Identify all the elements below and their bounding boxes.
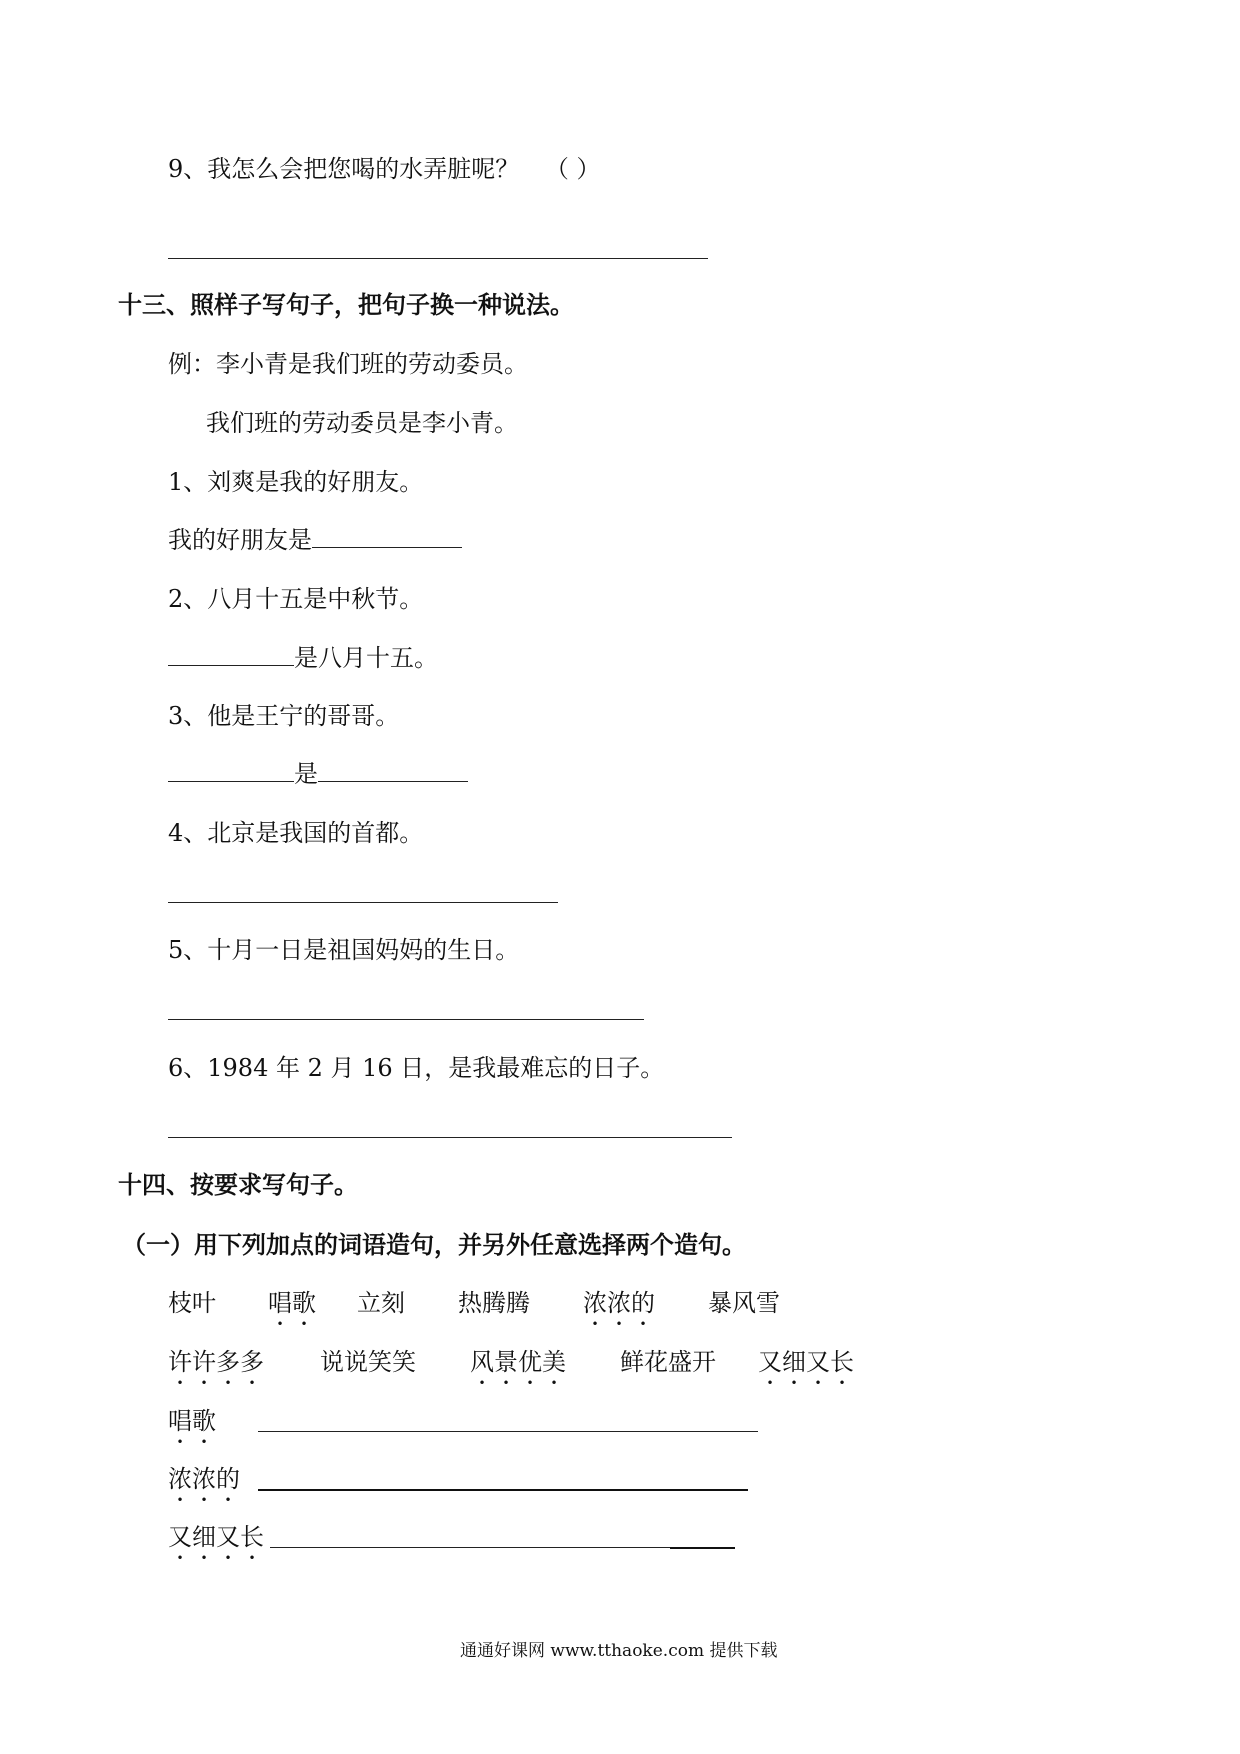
item2-answer [168,643,438,673]
word-zhiye: 枝叶 [168,1289,216,1317]
sentence-line-changge[interactable] [258,1431,758,1432]
item6-answer-line[interactable] [168,1137,732,1138]
q9-prompt [168,154,601,184]
sentence-line-youxiyouchang[interactable] [270,1547,670,1548]
item1-blank[interactable] [312,525,462,548]
example-line-2: 我们班的劳动委员是李小青。 [206,409,518,437]
item4-answer-line[interactable] [168,902,558,903]
word-xuxuduoduo: 许许多多 [168,1348,264,1376]
word-fengjingyoumei: 风景优美 [470,1348,566,1376]
sentence-line-nongnongde[interactable] [258,1489,748,1491]
sentence-label-nongnongde: 浓浓的 [168,1465,240,1493]
item5-answer-line[interactable] [168,1019,644,1020]
sentence-label-youxiyouchang: 又细又长 [168,1523,264,1551]
word-shuoshuoxiaoxiao: 说说笑笑 [320,1348,416,1376]
item3-answer-middle: 是 [294,760,318,788]
q9-answer-line[interactable] [168,258,708,259]
word-youxiyouchang: 又细又长 [758,1348,854,1376]
item1-answer-prefix: 我的好朋友是 [168,526,312,554]
word-like: 立刻 [357,1289,405,1317]
item3-answer [168,759,468,789]
sentence-label-changge: 唱歌 [168,1407,216,1435]
word-xianhuashengkai: 鲜花盛开 [620,1348,716,1376]
word-changge: 唱歌 [268,1289,316,1317]
item1-prompt: 1、刘爽是我的好朋友。 [168,468,424,496]
word-baofengxue: 暴风雪 [708,1289,780,1317]
item6-prompt: 6、1984 年 2 月 16 日，是我最难忘的日子。 [168,1054,665,1082]
item3-blank-a[interactable] [168,759,294,782]
q9-text: 9、我怎么会把您喝的水弄脏呢？ [168,155,520,183]
q9-bracket[interactable]: （ ） [544,155,601,183]
item5-prompt: 5、十月一日是祖国妈妈的生日。 [168,936,520,964]
page-footer: 通通好课网 www.tthaoke.com 提供下载 [460,1641,778,1661]
example-line-1: 例：李小青是我们班的劳动委员。 [168,350,528,378]
item4-prompt: 4、北京是我国的首都。 [168,819,424,847]
item3-prompt: 3、他是王宁的哥哥。 [168,702,400,730]
item3-blank-b[interactable] [318,759,468,782]
item2-blank[interactable] [168,643,294,666]
item2-prompt: 2、八月十五是中秋节。 [168,585,424,613]
section14-subtitle: （一）用下列加点的词语造句，并另外任意选择两个造句。 [122,1230,746,1259]
item1-answer [168,525,462,555]
item2-answer-suffix: 是八月十五。 [294,644,438,672]
sentence-line-youxiyouchang-end[interactable] [670,1547,735,1549]
section14-title: 十四、按要求写句子。 [118,1170,358,1199]
word-retengteng: 热腾腾 [458,1289,530,1317]
section13-title: 十三、照样子写句子，把句子换一种说法。 [118,290,574,319]
word-nongnongde: 浓浓的 [583,1289,655,1317]
